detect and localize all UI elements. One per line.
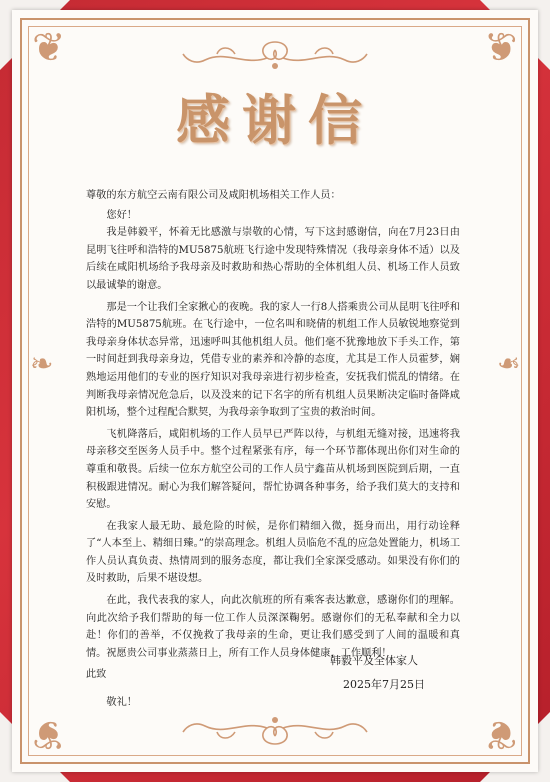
letter-greeting: 您好！ bbox=[106, 209, 137, 221]
letter-closing: 此致 bbox=[86, 669, 107, 681]
letter-body bbox=[86, 187, 460, 712]
letter-paragraph: 我是韩毅平，怀着无比感激与崇敬的心情，写下这封感谢信，向在7月23日由昆明飞往呼和浩特的MU5875航班飞行途中发现特殊情况（我母亲身体不适）以及后续在咸阳机场给予我母亲及时救助和热心帮助的全体机组人员、机场工作人员致以最诚挚的谢意。 bbox=[86, 227, 460, 291]
side-ornament-icon: ❧ bbox=[496, 347, 520, 380]
letter-paragraph: 那是一个让我们全家揪心的夜晚。我的家人一行8人搭乘贵公司从昆明飞往呼和浩特的MU5875航班。在飞行途中，一位名叫和晓倩的机组工作人员敏锐地察觉到我母亲身体状态异常，迅速呼叫其他机组人员。他们毫不犹豫地放下手头工作，第一时间赶到我母亲身边，凭借专业的素养和冷静的态度，尤其是工作人员霍梦，娴熟地运用他们的专业的医疗知识对我母亲进行初步检查，安抚我们慌乱的情绪。在判断我母亲情况危急后，以及没来的记下名字的所有机组人员果断决定临时备降咸阳机场，整个过程配合默契，为我母亲争取到了宝贵的救治时间。 bbox=[86, 301, 460, 419]
top-ornament-icon bbox=[175, 36, 375, 76]
corner-flourish-icon: ❦ bbox=[32, 711, 66, 757]
letter-paragraph: 在此，我代表我的家人，向此次航班的所有乘客表达歉意，感谢你们的理解。向此次给予我们帮助的每一位工作人员深深鞠躬。感谢你们的无私奉献和全力以赴！你们的善举，不仅挽救了我母亲的生命，更让我们感受到了人间的温暖和真情。祝愿贵公司事业蒸蒸日上，所有工作人员身体健康，工作顺利！ bbox=[86, 595, 460, 659]
letter-salute: 敬礼！ bbox=[106, 697, 137, 709]
corner-flourish-icon: ❦ bbox=[32, 25, 66, 71]
letter-salutation: 尊敬的东方航空云南有限公司及咸阳机场相关工作人员： bbox=[86, 190, 341, 201]
corner-flourish-icon: ❦ bbox=[484, 25, 518, 71]
letter-paragraph: 飞机降落后，咸阳机场的工作人员早已严阵以待，与机组无缝对接，迅速将我母亲移交至医务人员手中。整个过程紧张有序，每一个环节都体现出你们对生命的尊重和敬畏。后续一位东方航空公司的工作人员宁鑫苗从机场到医院到后期，一直积极跟进情况。耐心为我们解答疑问，帮忙协调各种事务，给予我们莫大的支持和安慰。 bbox=[86, 428, 460, 511]
letter-title: 感谢信 bbox=[176, 88, 374, 152]
letter-date: 2025年7月25日 bbox=[343, 678, 425, 691]
corner-flourish-icon: ❦ bbox=[484, 711, 518, 757]
letter-signature: 韩毅平及全体家人 bbox=[330, 654, 418, 667]
side-ornament-icon: ❧ bbox=[30, 347, 54, 380]
bottom-ornament-icon bbox=[175, 710, 375, 750]
letter-paragraph: 在我家人最无助、最危险的时候，是你们精细入微，挺身而出，用行动诠释了“人本至上、精细日臻。”的崇高理念。机组人员临危不乱的应急处置能力，机场工作人员认真负责、热情周到的服务态度，都让我们全家深受感动。如果没有你们的及时救助，后果不堪设想。 bbox=[86, 520, 460, 585]
